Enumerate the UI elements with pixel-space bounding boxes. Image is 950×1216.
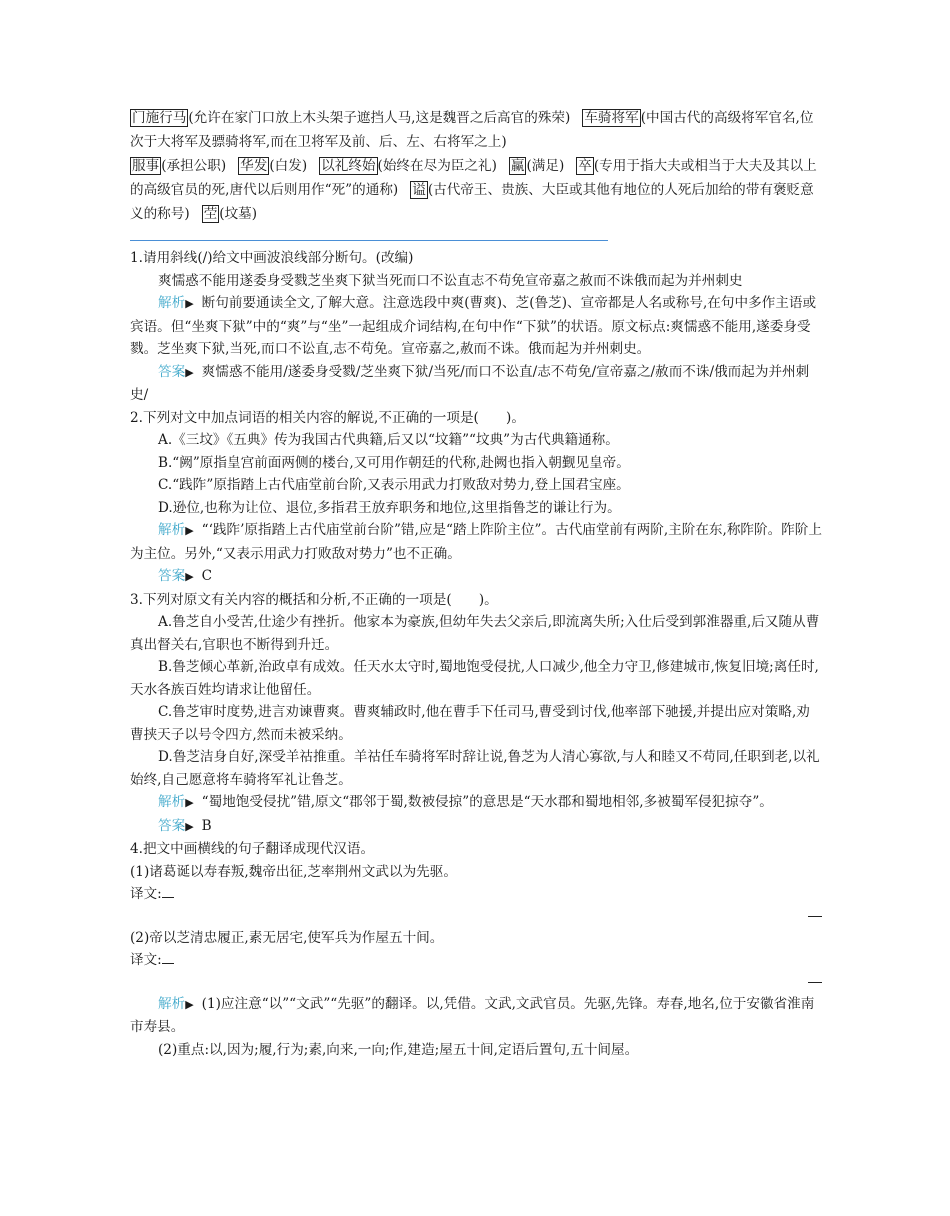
glossary-term: 车骑将军 [584, 110, 639, 126]
glossary-def: (专用于指大夫或相当于大夫及其以上的高级官员的死,唐代以后则用作“死”的通称) [130, 158, 817, 198]
question-4-analysis-1: 解析▶ (1)应注意“以”“文武”“先驱”的翻译。以,凭借。文武,文武官员。先驱,先锋。寿春,地名,位于安徽省淮南市寿县。 [130, 995, 815, 1035]
question-1-stem: 1.请用斜线(/)给文中画波浪线部分断句。(改编) [130, 250, 414, 266]
glossary-def: (承担公职) [161, 158, 227, 174]
answer-label: 答案 [158, 568, 186, 584]
analysis-label: 解析 [158, 522, 186, 538]
document-page [130, 106, 822, 1061]
question-3-stem: 3.下列对原文有关内容的概括和分析,不正确的一项是( )。 [130, 591, 498, 608]
answer-label: 答案 [158, 817, 186, 834]
glossary-term: 卒 [578, 158, 592, 174]
glossary-def: (白发) [269, 158, 308, 174]
answer-blank[interactable] [162, 885, 174, 898]
arrow-icon: ▶ [185, 997, 194, 1011]
question-1-analysis: 解析▶ 断句前要通读全文,了解大意。注意选段中爽(曹爽)、芝(鲁芝)、宣帝都是人名或称号,在句中多作主语或宾语。但“坐爽下狱”中的“爽”与“坐”一起组成介词结构,在句中作“下狱”的状语。原文标点:爽懦惑不能用,遂委身受戮。芝坐爽下狱,当死,而口不讼直,志不苟免。宣帝嘉之,赦而不诛。俄而起为并州刺史。 [130, 295, 817, 357]
question-2-option: C.“践阼”原指踏上古代庙堂前台阶,又表示用武力打败敌对势力,登上国君宝座。 [158, 477, 630, 493]
question-3-option: C.鲁芝审时度势,进言劝谏曹爽。曹爽辅政时,他在曹手下任司马,曹受到讨伐,他率部下驰援,并提出应对策略,劝曹挟天子以号令四方,然而未被采纳。 [130, 704, 810, 743]
question-1-answer: 答案▶ 爽懦惑不能用/遂委身受戮/芝坐爽下狱/当死/而口不讼直/志不苟免/宣帝嘉之/赦而不诛/俄而起为并州刺史/ [130, 363, 810, 403]
question-3-option: D.鲁芝洁身自好,深受羊祜推重。羊祜任车骑将军时辞让说,鲁芝为人清心寡欲,与人和睦又不苟同,任职到老,以礼始终,自己愿意将车骑将军礼让鲁芝。 [130, 749, 820, 788]
analysis-label: 解析 [158, 995, 186, 1012]
question-2-stem: 2.下列对文中加点词语的相关内容的解说,不正确的一项是( )。 [130, 409, 525, 426]
question-2-answer: 答案▶ C [158, 568, 213, 584]
glossary-term: 赢 [510, 158, 525, 174]
glossary-def: (允许在家门口放上木头架子遮挡人马,这是魏晋之后高官的殊荣) [188, 110, 571, 126]
arrow-icon: ▶ [185, 819, 194, 833]
question-4-analysis-2: (2)重点:以,因为;履,行为;素,向来,一向;作,建造;屋五十间,定语后置句,五十间屋。 [158, 1041, 639, 1058]
question-4-sentence-1: (1)诸葛诞以寿春叛,魏帝出征,芝率荆州文武以为先驱。 [130, 863, 457, 880]
question-2-analysis: 解析▶ “‘践阼’原指踏上古代庙堂前台阶”错,应是“踏上阼阶主位”。古代庙堂前有两阶,主阶在东,称阼阶。阼阶上为主位。另外,“又表示用武力打败敌对势力”也不正确。 [130, 522, 822, 562]
answer-blank-end[interactable] [808, 982, 822, 983]
question-3-option: B.鲁芝倾心革新,治政卓有成效。任天水太守时,蜀地饱受侵扰,人口减少,他全力守卫,修建城市,恢复旧境;离任时,天水各族百姓均请求让他留任。 [130, 659, 819, 698]
glossary-term: 门施行马 [132, 110, 187, 126]
question-3-answer: 答案▶ B [158, 817, 212, 834]
glossary-def: (古代帝王、贵族、大臣或其他有地位的人死后加给的带有褒贬意义的称号) [130, 182, 814, 222]
translation-line-1: 译文: [130, 883, 822, 906]
glossary-term: 谥 [412, 182, 426, 198]
glossary-def: (始终在尽为臣之礼) [377, 158, 497, 174]
question-1-text: 爽懦惑不能用遂委身受戮芝坐爽下狱当死而口不讼直志不苟免宣帝嘉之赦而不诛俄而起为并州刺史 [158, 272, 743, 289]
glossary-term: 华发 [240, 158, 268, 174]
glossary-term: 以礼终始 [321, 158, 376, 174]
question-2-option: B.“阙”原指皇宫前面两侧的楼台,又可用作朝廷的代称,赴阙也指入朝觐见皇帝。 [158, 454, 630, 471]
glossary-def: (满足) [526, 158, 565, 174]
answer-blank[interactable] [162, 951, 174, 964]
analysis-label: 解析 [158, 295, 186, 311]
glossary [130, 106, 822, 226]
question-3-analysis: 解析▶ “蜀地饱受侵扰”错,原文“郡邻于蜀,数被侵掠”的意思是“天水郡和蜀地相邻,多被蜀军侵犯掠夺”。 [158, 794, 773, 810]
question-4-stem: 4.把文中画横线的句子翻译成现代汉语。 [130, 841, 375, 857]
question-2-option: A.《三坟》《五典》传为我国古代典籍,后又以“坟籍”“坟典”为古代典籍通称。 [158, 432, 619, 448]
analysis-label: 解析 [158, 794, 186, 810]
question-4-sentence-2: (2)帝以芝清忠履正,素无居宅,使军兵为作屋五十间。 [130, 929, 444, 946]
arrow-icon: ▶ [185, 297, 194, 310]
glossary-def: (中国古代的高级将军官名,位次于大将军及骠骑将军,而在卫将军及前、后、左、右将军之上) [130, 110, 814, 150]
glossary-term: 茔 [203, 206, 218, 222]
arrow-icon: ▶ [185, 570, 194, 583]
arrow-icon: ▶ [185, 796, 194, 809]
question-3-option: A.鲁芝自小受苦,仕途少有挫折。他家本为豪族,但幼年失去父亲后,即流离失所;入仕后受到郭淮器重,后又随从曹真出督关右,官职也不断得到升迁。 [130, 614, 820, 653]
translation-line-2: 译文: [130, 949, 822, 972]
arrow-icon: ▶ [185, 524, 194, 537]
glossary-term: 服事 [132, 158, 160, 174]
answer-blank-end[interactable] [808, 916, 822, 917]
question-2-option: D.逊位,也称为让位、退位,多指君王放弃职务和地位,这里指鲁芝的谦让行为。 [158, 499, 621, 516]
section-divider [130, 240, 608, 241]
arrow-icon: ▶ [185, 365, 194, 379]
glossary-def: (坟墓) [219, 206, 258, 222]
answer-label: 答案 [158, 363, 186, 380]
